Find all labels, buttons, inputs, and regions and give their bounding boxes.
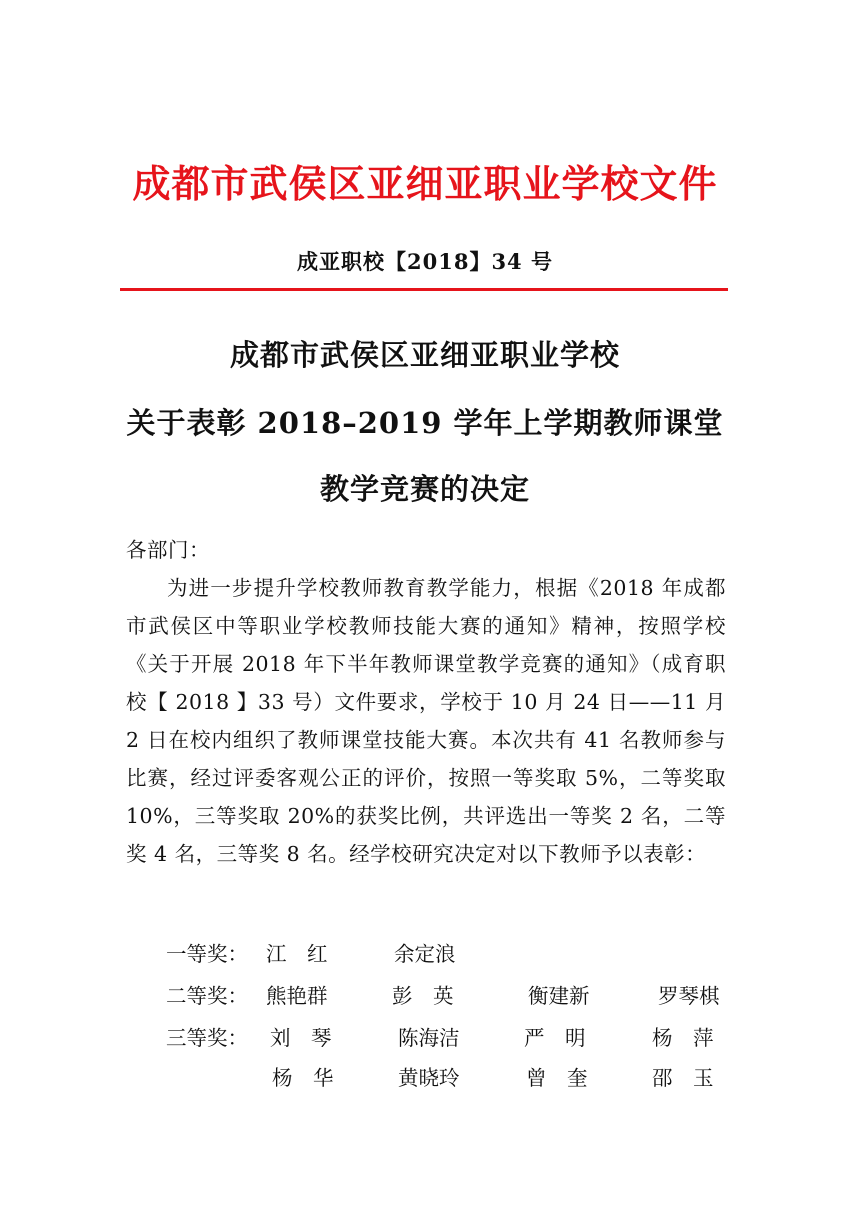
header-red-rule (120, 288, 728, 291)
award-label-third: 三等奖： (166, 1026, 248, 1050)
award-name: 衡建新 (528, 984, 590, 1008)
award-name: 邵 玉 (652, 1066, 714, 1090)
document-number: 成亚职校【2018】34 号 (297, 249, 553, 274)
award-row-third (166, 1019, 736, 1057)
award-name: 江 红 (266, 942, 328, 966)
award-name: 刘 琴 (270, 1026, 332, 1050)
award-name: 熊艳群 (266, 984, 328, 1008)
award-name: 杨 华 (272, 1066, 334, 1090)
award-label-first: 一等奖： (166, 942, 248, 966)
award-name: 杨 萍 (652, 1026, 714, 1050)
award-name: 陈海洁 (398, 1026, 460, 1050)
award-row-first (166, 935, 736, 973)
decision-title-line-3: 教学竞赛的决定 (319, 472, 530, 506)
award-label-second: 二等奖： (166, 984, 248, 1008)
decision-title-line-1: 成都市武侯区亚细亚职业学校 (229, 338, 620, 372)
decision-title-line-2: 关于表彰 2018–2019 学年上学期教师课堂 (126, 406, 724, 440)
award-name: 曾 奎 (526, 1066, 588, 1090)
salutation: 各部门： (126, 538, 210, 562)
award-row-second (166, 977, 736, 1015)
award-row-third-continued (166, 1059, 736, 1097)
body-paragraph: 为进一步提升学校教师教育教学能力，根据《2018 年成都市武侯区中等职业学校教师技能大赛的通知》精神，按照学校《关于开展 2018 年下半年教师课堂教学竞赛的通知》（成育职校【 2018 】33 号）文件要求，学校于 10 月 24 日——11 月 2 日在校内组织了教师课堂技能大赛。本次共有 41 名教师参与比赛，经过评委客观公正的评价，按照一等奖取 5%，二等奖取 10%，三等奖取 20%的获奖比例，共评选出一等奖 2 名，二等奖 4 名，三等奖 8 名。经学校研究决定对以下教师予以表彰： (126, 576, 726, 866)
award-name: 罗琴棋 (658, 984, 720, 1008)
award-name: 黄晓玲 (398, 1066, 460, 1090)
award-name: 严 明 (524, 1026, 586, 1050)
award-name: 彭 英 (392, 984, 454, 1008)
document-header-title: 成都市武侯区亚细亚职业学校文件 (132, 162, 718, 206)
award-name: 余定浪 (394, 942, 456, 966)
